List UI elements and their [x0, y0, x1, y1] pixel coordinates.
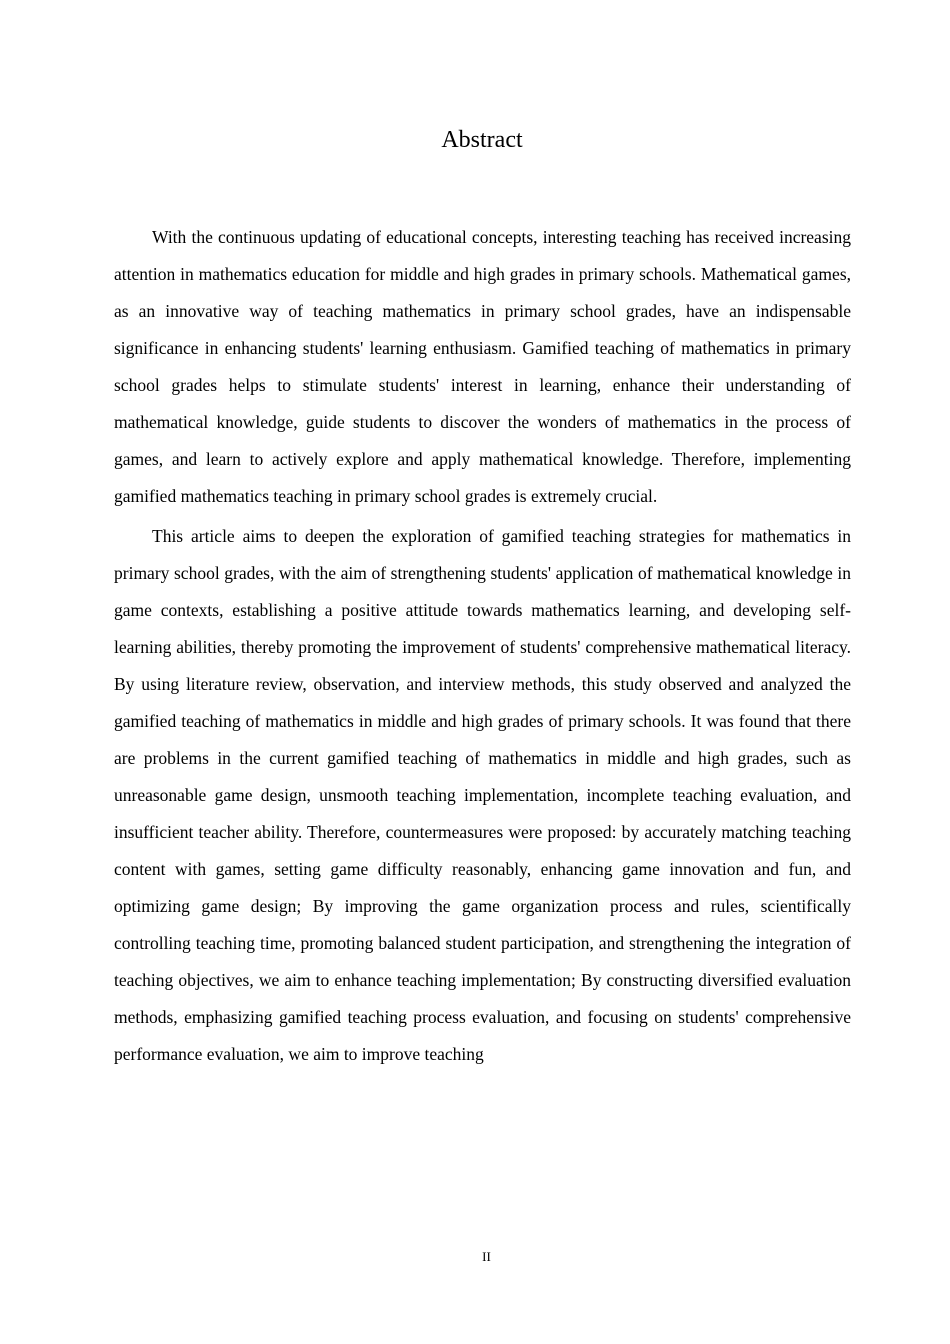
abstract-body: [114, 219, 851, 1073]
abstract-paragraph-2: This article aims to deepen the exploration of gamified teaching strategies for mathematics in primary school grades, with the aim of strengthening students' application of mathematical knowledge in game contexts, establishing a positive attitude towards mathematics learning, and developing self-learning abilities, thereby promoting the improvement of students' comprehensive mathematical literacy. By using literature review, observation, and interview methods, this study observed and analyzed the gamified teaching of mathematics in middle and high grades of primary schools. It was found that there are problems in the current gamified teaching of mathematics in middle and high grades, such as unreasonable game design, unsmooth teaching implementation, incomplete teaching evaluation, and insufficient teacher ability. Therefore, countermeasures were proposed: by accurately matching teaching content with games, setting game difficulty reasonably, enhancing game innovation and fun, and optimizing game design; By improving the game organization process and rules, scientifically controlling teaching time, promoting balanced student participation, and strengthening the integration of teaching objectives, we aim to enhance teaching implementation; By constructing diversified evaluation methods, emphasizing gamified teaching process evaluation, and focusing on students' comprehensive performance evaluation, we aim to improve teaching: [114, 526, 851, 1064]
abstract-title: Abstract: [441, 127, 523, 153]
page-number: II: [482, 1249, 491, 1264]
abstract-paragraph-1: With the continuous updating of educational concepts, interesting teaching has received increasing attention in mathematics education for middle and high grades in primary schools. Mathematical games, as an innovative way of teaching mathematics in primary school grades, have an indispensable significance in enhancing students' learning enthusiasm. Gamified teaching of mathematics in primary school grades helps to stimulate students' interest in learning, enhance their understanding of mathematical knowledge, guide students to discover the wonders of mathematics in the process of games, and learn to actively explore and apply mathematical knowledge. Therefore, implementing gamified mathematics teaching in primary school grades is extremely crucial.: [114, 227, 851, 506]
